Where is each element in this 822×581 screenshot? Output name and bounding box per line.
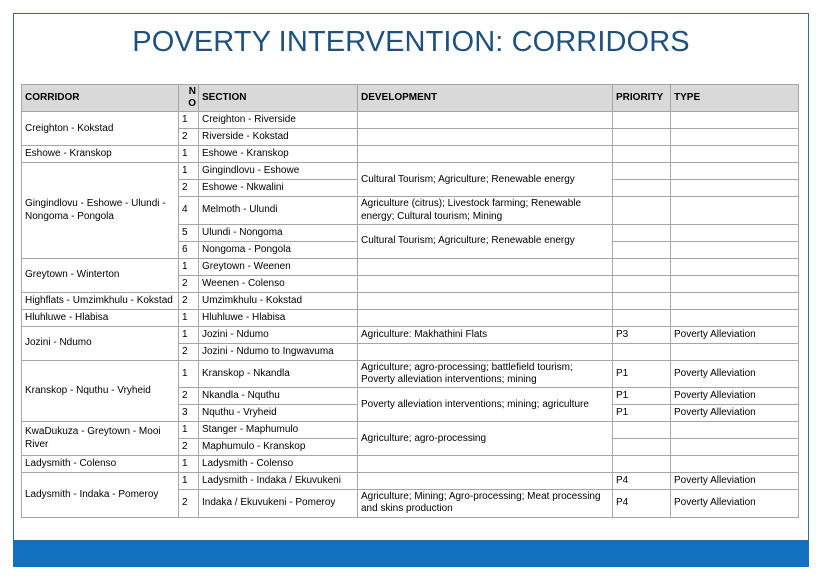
column-header-no[interactable]: NO (179, 85, 199, 112)
table-row[interactable] (22, 258, 799, 275)
cell-section: Nquthu - Vryheid (199, 405, 358, 422)
cell-type (671, 197, 799, 224)
cell-no: 5 (179, 224, 199, 241)
cell-no: 1 (179, 258, 199, 275)
cell-no: 2 (179, 388, 199, 405)
cell-priority: P4 (613, 473, 671, 490)
cell-section: Jozini - Ndumo to Ingwavuma (199, 343, 358, 360)
cell-priority (613, 146, 671, 163)
corridors-table (21, 84, 799, 518)
cell-priority (613, 456, 671, 473)
cell-development (358, 258, 613, 275)
cell-development (358, 275, 613, 292)
cell-section: Nkandla - Nquthu (199, 388, 358, 405)
cell-no: 1 (179, 309, 199, 326)
cell-type (671, 439, 799, 456)
cell-no: 1 (179, 360, 199, 387)
cell-section: Jozini - Ndumo (199, 326, 358, 343)
cell-corridor: KwaDukuza - Greytown - Mooi River (22, 422, 179, 456)
cell-priority: P1 (613, 360, 671, 387)
cell-section: Kranskop - Nkandla (199, 360, 358, 387)
cell-type: Poverty Alleviation (671, 490, 799, 517)
cell-development (358, 112, 613, 129)
cell-development: Agriculture (citrus); Livestock farming; Renewable energy; Cultural tourism; Mining (358, 197, 613, 224)
cell-development (358, 343, 613, 360)
cell-priority (613, 292, 671, 309)
cell-section: Gingindlovu - Eshowe (199, 163, 358, 180)
cell-type (671, 112, 799, 129)
cell-development (358, 456, 613, 473)
cell-development: Poverty alleviation interventions; mining; agriculture (358, 388, 613, 422)
table-row[interactable] (22, 360, 799, 387)
table-header (22, 85, 799, 112)
cell-type (671, 292, 799, 309)
corridors-table-container (21, 84, 798, 518)
cell-type (671, 258, 799, 275)
cell-type (671, 422, 799, 439)
cell-section: Hluhluwe - Hlabisa (199, 309, 358, 326)
cell-development (358, 292, 613, 309)
table-row[interactable] (22, 309, 799, 326)
cell-no: 2 (179, 343, 199, 360)
cell-section: Eshowe - Kranskop (199, 146, 358, 163)
cell-development (358, 146, 613, 163)
cell-section: Eshowe - Nkwalini (199, 180, 358, 197)
cell-no: 1 (179, 422, 199, 439)
cell-development (358, 309, 613, 326)
cell-type (671, 180, 799, 197)
column-header-priority[interactable]: PRIORITY (613, 85, 671, 112)
cell-development: Agriculture; Mining; Agro-processing; Meat processing and skins production (358, 490, 613, 517)
cell-corridor: Hluhluwe - Hlabisa (22, 309, 179, 326)
cell-type (671, 129, 799, 146)
cell-corridor: Kranskop - Nquthu - Vryheid (22, 360, 179, 421)
cell-section: Maphumulo - Kranskop (199, 439, 358, 456)
cell-priority: P4 (613, 490, 671, 517)
cell-type: Poverty Alleviation (671, 388, 799, 405)
cell-priority: P3 (613, 326, 671, 343)
cell-priority (613, 163, 671, 180)
cell-corridor: Jozini - Ndumo (22, 326, 179, 360)
cell-priority (613, 180, 671, 197)
table-row[interactable] (22, 456, 799, 473)
cell-priority (613, 275, 671, 292)
cell-priority (613, 258, 671, 275)
cell-type: Poverty Alleviation (671, 326, 799, 343)
cell-corridor: Eshowe - Kranskop (22, 146, 179, 163)
cell-section: Melmoth - Ulundi (199, 197, 358, 224)
cell-development (358, 473, 613, 490)
cell-development: Cultural Tourism; Agriculture; Renewable energy (358, 224, 613, 258)
footer-accent-bar (13, 541, 809, 567)
cell-no: 2 (179, 129, 199, 146)
column-header-development[interactable]: DEVELOPMENT (358, 85, 613, 112)
cell-priority (613, 224, 671, 241)
cell-section: Weenen - Colenso (199, 275, 358, 292)
cell-type (671, 275, 799, 292)
cell-corridor: Creighton - Kokstad (22, 112, 179, 146)
cell-type (671, 343, 799, 360)
cell-corridor: Greytown - Winterton (22, 258, 179, 292)
column-header-section[interactable]: SECTION (199, 85, 358, 112)
cell-no: 1 (179, 473, 199, 490)
cell-no: 1 (179, 326, 199, 343)
cell-development (358, 129, 613, 146)
cell-section: Stanger - Maphumulo (199, 422, 358, 439)
cell-section: Ladysmith - Indaka / Ekuvukeni (199, 473, 358, 490)
cell-no: 3 (179, 405, 199, 422)
table-row[interactable] (22, 422, 799, 439)
cell-section: Ladysmith - Colenso (199, 456, 358, 473)
cell-section: Umzimkhulu - Kokstad (199, 292, 358, 309)
cell-type (671, 456, 799, 473)
cell-development: Cultural Tourism; Agriculture; Renewable energy (358, 163, 613, 197)
cell-no: 1 (179, 112, 199, 129)
cell-no: 4 (179, 197, 199, 224)
column-header-type[interactable]: TYPE (671, 85, 799, 112)
cell-priority: P1 (613, 405, 671, 422)
cell-type (671, 241, 799, 258)
cell-section: Creighton - Riverside (199, 112, 358, 129)
cell-section: Ulundi - Nongoma (199, 224, 358, 241)
cell-priority (613, 439, 671, 456)
cell-priority (613, 241, 671, 258)
cell-no: 2 (179, 439, 199, 456)
cell-corridor: Ladysmith - Indaka - Pomeroy (22, 473, 179, 517)
table-row[interactable] (22, 473, 799, 490)
cell-priority (613, 422, 671, 439)
table-row[interactable] (22, 163, 799, 180)
cell-development: Agriculture; agro-processing (358, 422, 613, 456)
table-row[interactable] (22, 292, 799, 309)
cell-corridor: Gingindlovu - Eshowe - Ulundi - Nongoma - Pongola (22, 163, 179, 258)
cell-no: 1 (179, 456, 199, 473)
table-row[interactable] (22, 112, 799, 129)
table-row[interactable] (22, 326, 799, 343)
cell-type (671, 163, 799, 180)
cell-priority: P1 (613, 388, 671, 405)
cell-no: 6 (179, 241, 199, 258)
cell-section: Nongoma - Pongola (199, 241, 358, 258)
cell-corridor: Highflats - Umzimkhulu - Kokstad (22, 292, 179, 309)
table-body (22, 112, 799, 517)
cell-type (671, 309, 799, 326)
cell-priority (613, 129, 671, 146)
cell-priority (613, 309, 671, 326)
column-header-corridor[interactable]: CORRIDOR (22, 85, 179, 112)
table-header-row (22, 85, 799, 112)
page-title: POVERTY INTERVENTION: CORRIDORS (132, 26, 690, 58)
cell-priority (613, 112, 671, 129)
cell-development: Agriculture; agro-processing; battlefield tourism; Poverty alleviation interventions; mining (358, 360, 613, 387)
cell-no: 1 (179, 163, 199, 180)
cell-development: Agriculture: Makhathini Flats (358, 326, 613, 343)
cell-section: Greytown - Weenen (199, 258, 358, 275)
cell-no: 2 (179, 275, 199, 292)
cell-no: 2 (179, 292, 199, 309)
cell-type (671, 146, 799, 163)
cell-type: Poverty Alleviation (671, 405, 799, 422)
cell-corridor: Ladysmith - Colenso (22, 456, 179, 473)
cell-section: Indaka / Ekuvukeni - Pomeroy (199, 490, 358, 517)
cell-priority (613, 197, 671, 224)
cell-type: Poverty Alleviation (671, 473, 799, 490)
cell-priority (613, 343, 671, 360)
cell-no: 2 (179, 490, 199, 517)
cell-type: Poverty Alleviation (671, 360, 799, 387)
cell-no: 2 (179, 180, 199, 197)
table-row[interactable] (22, 146, 799, 163)
cell-no: 1 (179, 146, 199, 163)
cell-type (671, 224, 799, 241)
cell-section: Riverside - Kokstad (199, 129, 358, 146)
